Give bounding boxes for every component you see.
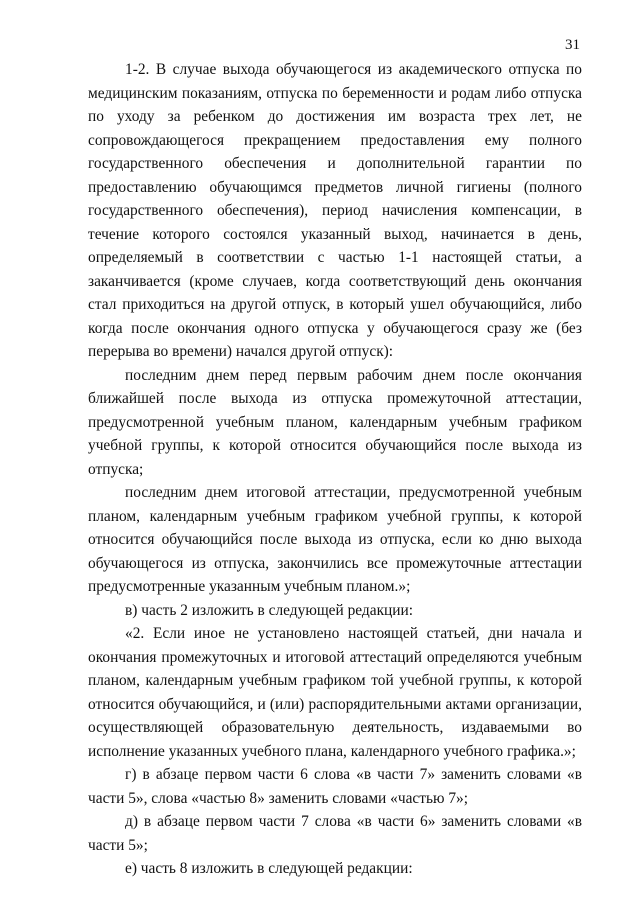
paragraph-1-2: 1-2. В случае выхода обучающегося из академического отпуска по медицинским показаниям, отпуска по беременности и родам либо отпуска по уходу за ребенком до достижения им возраста трех лет, не сопровождающегося прекращением предоставления ему полного государственного обеспечения и дополнительной гарантии по предоставлению обучающимся предметов личной гигиены (полного государственного обеспечения), период начисления компенсации, в течение которого состоялся указанный выход, начинается в день, определяемый в соответствии с частью 1-1 настоящей статьи, а заканчивается (кроме случаев, когда соответствующий день окончания стал приходиться на другой отпуск, в который ушел обучающийся, либо когда после окончания одного отпуска у обучающегося сразу же (без перерыва во времени) начался другой отпуск): [88, 61, 582, 360]
paragraph-part-2: «2. Если иное не установлено настоящей статьей, дни начала и окончания промежуточных и итоговой аттестаций определяются учебным планом, календарным учебным графиком той учебной группы, к которой относится обучающийся, и (или) распорядительными актами организации, осуществляющей образовательную деятельность, издаваемыми во исполнение указанных учебного плана, календарного учебного графика.»; [88, 625, 582, 760]
paragraph-last-day-intermediate: последним днем перед первым рабочим днем после окончания ближайшей после выхода из отпуска промежуточной аттестации, предусмотренной учебным планом, календарным учебным графиком учебной группы, к которой относится обучающийся после выхода из отпуска; [88, 366, 582, 478]
paragraph-last-day-final: последним днем итоговой аттестации, предусмотренной учебным планом, календарным учебным графиком учебной группы, к которой относится обучающийся после выхода из отпуска, если ко дню выхода обучающегося из отпуска, закончились все промежуточные аттестации предусмотренные указанным учебным планом.»; [88, 484, 582, 595]
paragraph-item-d: д) в абзаце первом части 7 слова «в части 6» заменить словами «в части 5»; [88, 813, 582, 854]
page-number: 31 [565, 37, 580, 53]
document-body [88, 58, 582, 881]
paragraph-item-e: е) часть 8 изложить в следующей редакции: [125, 860, 413, 877]
paragraph-item-g: г) в абзаце первом части 6 слова «в части 7» заменить словами «в части 5», слова «частью 8» заменить словами «частью 7»; [88, 766, 582, 807]
paragraph-item-v: в) часть 2 изложить в следующей редакции: [125, 601, 414, 619]
